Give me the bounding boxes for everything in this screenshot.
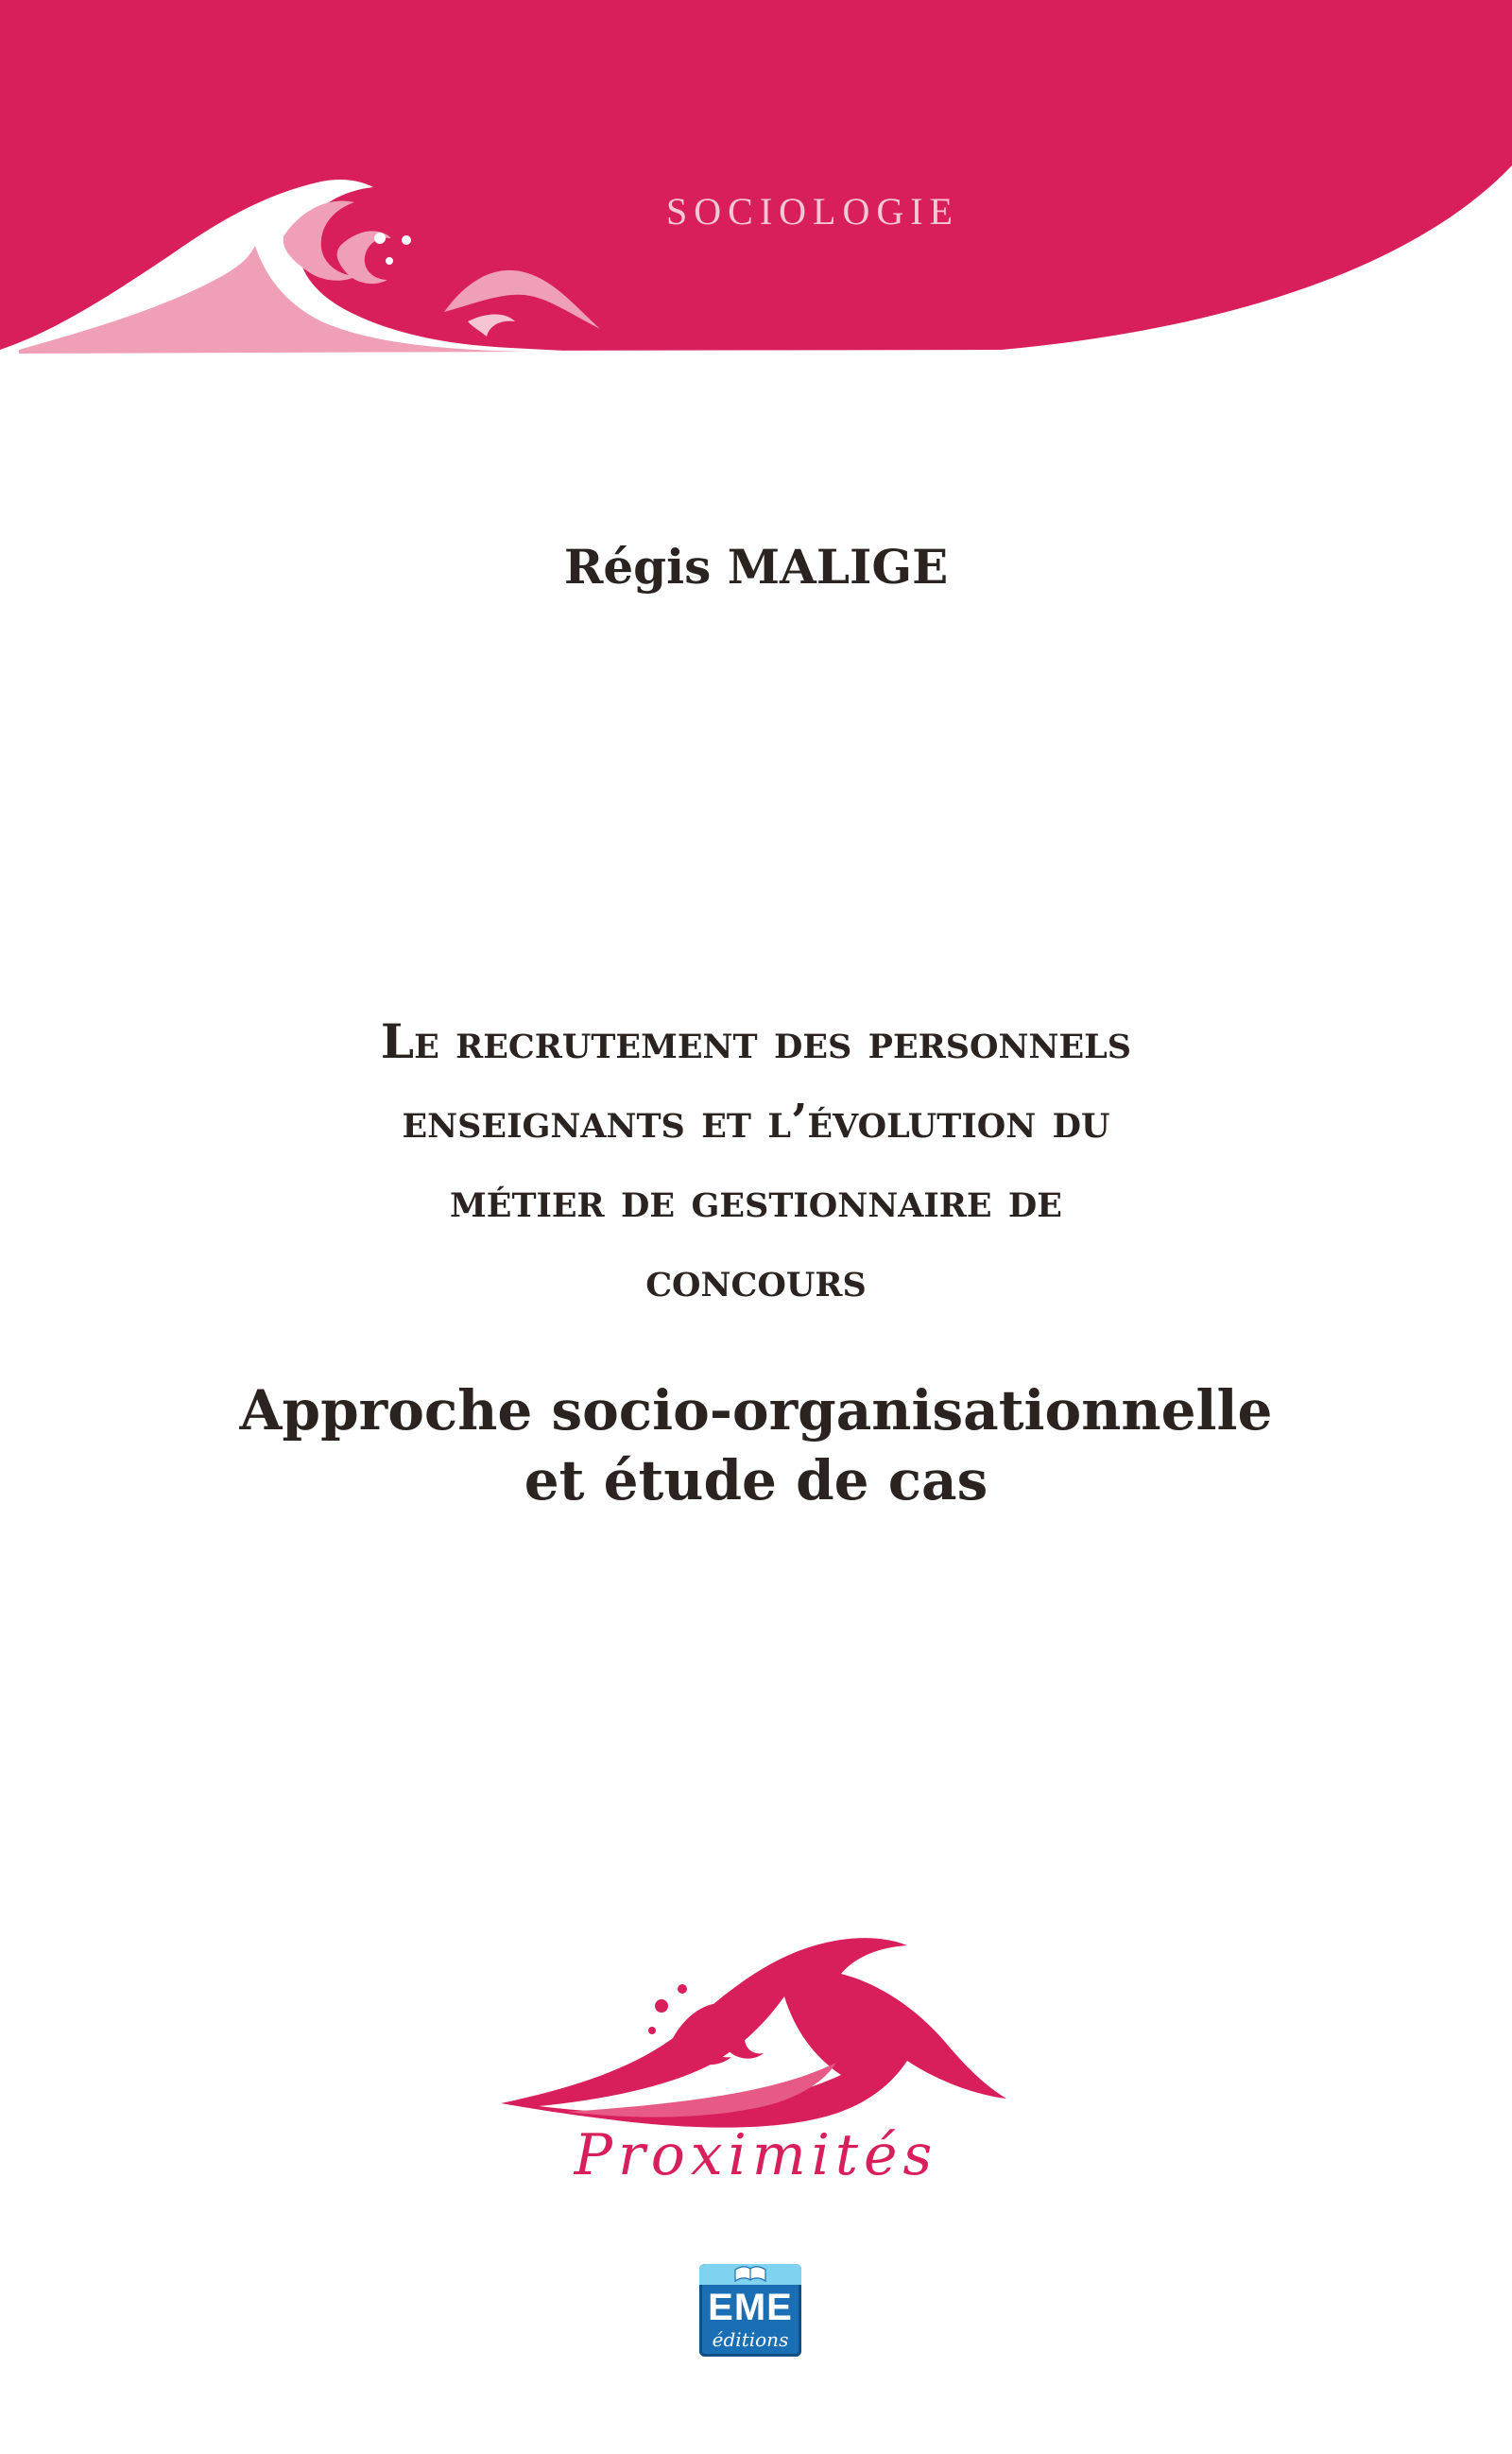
subtitle-line: et étude de cas xyxy=(524,1448,988,1512)
title-line: concours xyxy=(645,1252,867,1307)
wave-decoration-icon xyxy=(0,170,624,359)
publisher-subtitle: éditions xyxy=(712,2328,789,2351)
publisher-logo xyxy=(699,2264,801,2357)
open-book-icon xyxy=(733,2266,767,2283)
series-label: Proximités xyxy=(574,2122,938,2188)
book-title xyxy=(189,1002,1323,1320)
collection-label: SOCIOLOGIE xyxy=(666,190,959,233)
author-name: Régis MALIGE xyxy=(563,539,949,595)
title-line: enseignants et l’évolution du xyxy=(402,1093,1110,1149)
publisher-name: EME xyxy=(708,2287,793,2328)
series-wave-logo-icon xyxy=(482,1928,1011,2155)
title-line: Le recrutement des personnels xyxy=(380,1013,1132,1069)
book-subtitle xyxy=(189,1375,1323,1515)
title-line: métier de gestionnaire de xyxy=(450,1172,1062,1228)
subtitle-line: Approche socio-organisationnelle xyxy=(239,1378,1273,1443)
